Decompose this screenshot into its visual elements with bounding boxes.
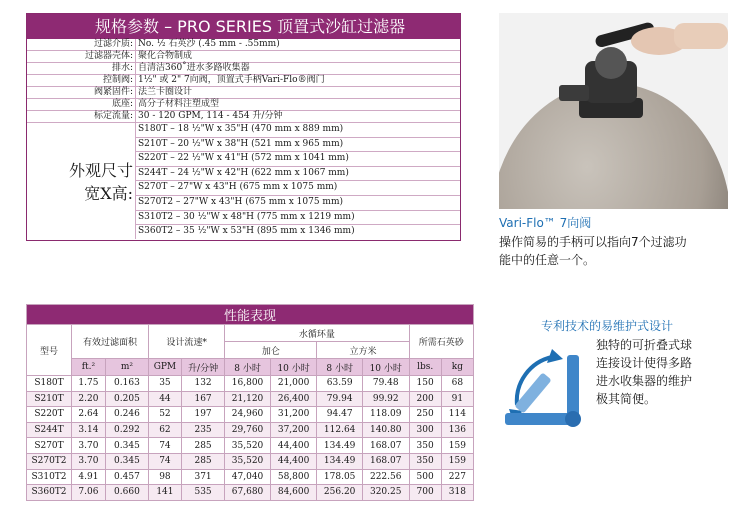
maint-line-1: 独特的可折叠式球: [596, 338, 693, 352]
table-cell: 35,520: [225, 438, 270, 454]
h-gallon: 加仑: [225, 342, 317, 359]
table-cell: 350: [409, 453, 441, 469]
spec-row-label: 标定流量:: [27, 111, 136, 122]
table-cell: S220T: [27, 407, 72, 423]
table-cell: 0.292: [105, 422, 148, 438]
perf-title: 性能表现: [27, 305, 474, 325]
table-cell: 44: [149, 391, 182, 407]
valve-desc-2: 能中的任意一个。: [499, 253, 596, 267]
perf-body: [27, 376, 474, 501]
u-m2: m²: [105, 359, 148, 376]
u-10h: 10 小时: [270, 359, 317, 376]
table-cell: 31,200: [270, 407, 317, 423]
table-cell: 227: [441, 469, 473, 485]
h-flow: 设计流速*: [149, 325, 225, 359]
table-cell: 300: [409, 422, 441, 438]
table-cell: 3.70: [72, 453, 106, 469]
table-cell: 29,760: [225, 422, 270, 438]
table-cell: 250: [409, 407, 441, 423]
valve-desc-1: 操作简易的手柄可以指向7个过滤功: [499, 235, 687, 249]
u-gpm: GPM: [149, 359, 182, 376]
table-cell: 132: [181, 376, 224, 392]
table-cell: 2.20: [72, 391, 106, 407]
table-cell: 3.14: [72, 422, 106, 438]
table-cell: 94.47: [317, 407, 362, 423]
table-cell: 84,600: [270, 485, 317, 501]
maint-title: 专利技术的易维护式设计: [541, 319, 674, 333]
u-8h: 8 小时: [225, 359, 270, 376]
maint-line-4: 极其简便。: [596, 392, 657, 406]
table-cell: 2.64: [72, 407, 106, 423]
table-cell: 99.92: [362, 391, 409, 407]
table-row: [27, 438, 474, 454]
table-cell: 159: [441, 453, 473, 469]
size-label: [27, 123, 136, 239]
spec-row: [27, 75, 460, 87]
table-row: [27, 422, 474, 438]
maint-line-2: 连接设计使得多路: [596, 356, 693, 370]
size-item: S360T2 – 35 ½"W x 53"H (895 mm x 1346 mm): [138, 226, 355, 237]
h-area: 有效过滤面积: [72, 325, 149, 359]
table-cell: 222.56: [362, 469, 409, 485]
table-cell: 3.70: [72, 438, 106, 454]
size-item: S270T2 – 27"W x 43"H (675 mm x 1075 mm): [136, 196, 460, 211]
table-cell: 350: [409, 438, 441, 454]
h-sand: 所需石英砂: [409, 325, 473, 359]
table-cell: 500: [409, 469, 441, 485]
table-cell: 98: [149, 469, 182, 485]
size-values: [136, 123, 460, 239]
size-item: S270T – 27"W x 43"H (675 mm x 1075 mm): [136, 181, 460, 196]
table-cell: 0.205: [105, 391, 148, 407]
table-cell: S360T2: [27, 485, 72, 501]
table-cell: 371: [181, 469, 224, 485]
size-item: S210T – 20 ½"W x 38"H (521 mm x 965 mm): [136, 138, 460, 153]
table-cell: 285: [181, 453, 224, 469]
table-cell: 21,000: [270, 376, 317, 392]
u-8h-b: 8 小时: [317, 359, 362, 376]
table-cell: 37,200: [270, 422, 317, 438]
table-cell: S210T: [27, 391, 72, 407]
table-cell: 44,400: [270, 438, 317, 454]
table-cell: 0.457: [105, 469, 148, 485]
maint-line-3: 进水收集器的维护: [596, 374, 693, 388]
table-row: [27, 485, 474, 501]
table-cell: 256.20: [317, 485, 362, 501]
spec-row-label: 控制阀:: [27, 75, 136, 86]
table-cell: S270T2: [27, 453, 72, 469]
table-cell: 58,800: [270, 469, 317, 485]
size-item: S220T – 22 ½"W x 41"H (572 mm x 1041 mm): [136, 152, 460, 167]
table-cell: 197: [181, 407, 224, 423]
table-cell: S270T: [27, 438, 72, 454]
table-cell: 141: [149, 485, 182, 501]
table-cell: 16,800: [225, 376, 270, 392]
spec-row: [27, 87, 460, 99]
valve-photo: [499, 13, 728, 209]
table-cell: 112.64: [317, 422, 362, 438]
spec-row: [27, 99, 460, 111]
table-row: [27, 407, 474, 423]
spec-row-value: 法兰卡圈设计: [138, 87, 193, 97]
table-cell: 68: [441, 376, 473, 392]
spec-row-value: No. ½ 石英沙 (.45 mm - .55mm): [138, 39, 280, 49]
table-cell: 74: [149, 453, 182, 469]
table-row: [27, 469, 474, 485]
spec-row-value: 高分子材料注塑成型: [138, 99, 220, 109]
table-cell: 150: [409, 376, 441, 392]
table-cell: 178.05: [317, 469, 362, 485]
table-cell: 79.94: [317, 391, 362, 407]
size-item: S244T – 24 ½"W x 42"H (622 mm x 1067 mm): [136, 167, 460, 182]
table-cell: 168.07: [362, 453, 409, 469]
h-model: 型号: [27, 325, 72, 376]
table-cell: 159: [441, 438, 473, 454]
table-cell: 134.49: [317, 453, 362, 469]
table-cell: 535: [181, 485, 224, 501]
spec-row-label: 过滤器壳体:: [27, 51, 136, 62]
table-cell: 167: [181, 391, 224, 407]
table-cell: 79.48: [362, 376, 409, 392]
table-cell: 318: [441, 485, 473, 501]
spec-row-value: 30 - 120 GPM, 114 - 454 升/分钟: [138, 111, 283, 121]
spec-row-label: 过滤介质:: [27, 39, 136, 50]
u-10h-b: 10 小时: [362, 359, 409, 376]
u-lbs: lbs.: [409, 359, 441, 376]
table-cell: 0.345: [105, 438, 148, 454]
table-cell: 200: [409, 391, 441, 407]
table-row: [27, 391, 474, 407]
table-cell: 62: [149, 422, 182, 438]
spec-row-value: 1½" 或 2" 7向阀，顶置式手柄Vari-Flo®阀门: [138, 75, 325, 85]
spec-row-label: 底座:: [27, 99, 136, 110]
table-cell: 285: [181, 438, 224, 454]
size-label-line2: 宽X高:: [84, 183, 133, 203]
table-cell: S310T2: [27, 469, 72, 485]
table-cell: 320.25: [362, 485, 409, 501]
spec-title: 规格参数 – PRO SERIES 顶置式沙缸过滤器: [27, 14, 460, 39]
table-cell: 0.660: [105, 485, 148, 501]
size-item: S180T – 18 ½"W x 35"H (470 mm x 889 mm): [136, 123, 460, 138]
valve-title: Vari-Flo™ 7向阀: [499, 216, 592, 230]
table-cell: 47,040: [225, 469, 270, 485]
spec-rows: [27, 39, 460, 123]
table-cell: S180T: [27, 376, 72, 392]
table-cell: 0.345: [105, 453, 148, 469]
spec-row: [27, 63, 460, 75]
u-kg: kg: [441, 359, 473, 376]
table-cell: 24,960: [225, 407, 270, 423]
table-cell: 0.246: [105, 407, 148, 423]
table-cell: 114: [441, 407, 473, 423]
h-cycle: 水循环量: [225, 325, 409, 342]
spec-row-label: 阀紧固件:: [27, 87, 136, 98]
spec-sizes: [27, 123, 460, 239]
table-cell: 35,520: [225, 453, 270, 469]
table-cell: 74: [149, 438, 182, 454]
table-cell: 44,400: [270, 453, 317, 469]
table-cell: 21,120: [225, 391, 270, 407]
table-row: [27, 376, 474, 392]
table-cell: 91: [441, 391, 473, 407]
size-item: S310T2 – 30 ½"W x 48"H (775 mm x 1219 mm): [136, 211, 460, 226]
spec-row-label: 排水:: [27, 63, 136, 74]
spec-row: [27, 111, 460, 123]
u-lpm: 升/分钟: [181, 359, 224, 376]
table-cell: 168.07: [362, 438, 409, 454]
table-cell: 700: [409, 485, 441, 501]
table-cell: 134.49: [317, 438, 362, 454]
spec-row-value: 自清洁360˚进水多路收集器: [138, 63, 250, 73]
h-m3: 立方米: [317, 342, 409, 359]
performance-table: [26, 304, 474, 501]
spec-row: [27, 39, 460, 51]
table-cell: 140.80: [362, 422, 409, 438]
u-ft2: ft.²: [72, 359, 106, 376]
spec-row: [27, 51, 460, 63]
table-cell: 52: [149, 407, 182, 423]
table-cell: 235: [181, 422, 224, 438]
table-row: [27, 453, 474, 469]
spec-table: [26, 13, 461, 241]
table-cell: 136: [441, 422, 473, 438]
spec-row-value: 聚化合物制成: [138, 51, 193, 61]
table-cell: 7.06: [72, 485, 106, 501]
table-cell: 63.59: [317, 376, 362, 392]
table-cell: 0.163: [105, 376, 148, 392]
table-cell: 4.91: [72, 469, 106, 485]
table-cell: 118.09: [362, 407, 409, 423]
table-cell: 1.75: [72, 376, 106, 392]
table-cell: 67,680: [225, 485, 270, 501]
size-label-line1: 外观尺寸: [68, 160, 133, 180]
table-cell: 26,400: [270, 391, 317, 407]
collector-illustration: [497, 335, 597, 435]
table-cell: 35: [149, 376, 182, 392]
table-cell: S244T: [27, 422, 72, 438]
